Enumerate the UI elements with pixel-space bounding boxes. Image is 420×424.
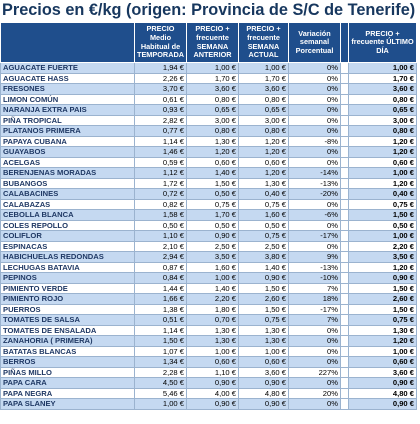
table-row [1,367,417,378]
gap-cell [341,84,349,95]
avg-price-cell: 1,10 € [135,231,187,242]
variation-cell: 0% [289,199,341,210]
avg-price-cell: 0,51 € [135,315,187,326]
last-day-price-cell: 0,90 € [349,378,417,389]
prev-week-price-cell: 0,65 € [187,105,239,116]
prev-week-price-cell: 2,20 € [187,294,239,305]
last-day-price-cell: 1,30 € [349,325,417,336]
table-row [1,315,417,326]
product-name-cell: PEPINOS [1,273,135,284]
last-day-price-cell: 2,60 € [349,294,417,305]
gap-cell [341,315,349,326]
prev-week-price-cell: 1,30 € [187,136,239,147]
variation-cell: 0% [289,399,341,410]
prev-week-price-cell: 1,20 € [187,147,239,158]
avg-price-cell: 1,34 € [135,357,187,368]
variation-cell: -13% [289,178,341,189]
last-day-price-cell: 0,80 € [349,126,417,137]
prev-week-price-cell: 4,00 € [187,388,239,399]
avg-price-cell: 0,93 € [135,105,187,116]
curr-week-price-cell: 4,80 € [239,388,289,399]
last-day-price-cell: 4,80 € [349,388,417,399]
prev-week-price-cell: 0,80 € [187,94,239,105]
curr-week-price-cell: 0,75 € [239,231,289,242]
curr-week-price-cell: 2,60 € [239,294,289,305]
table-row [1,388,417,399]
table-header-row [1,23,417,63]
table-row [1,241,417,252]
table-row [1,94,417,105]
prev-week-price-cell: 0,80 € [187,126,239,137]
prev-week-price-cell: 0,60 € [187,357,239,368]
table-row [1,189,417,200]
curr-week-price-cell: 1,60 € [239,210,289,221]
avg-price-cell: 3,70 € [135,84,187,95]
avg-price-cell: 0,72 € [135,189,187,200]
gap-cell [341,63,349,74]
variation-cell: 7% [289,283,341,294]
last-day-price-cell: 1,20 € [349,147,417,158]
curr-week-price-cell: 0,90 € [239,399,289,410]
avg-price-cell: 2,28 € [135,367,187,378]
prev-week-price-cell: 2,50 € [187,241,239,252]
variation-cell: 7% [289,315,341,326]
avg-price-cell: 0,82 € [135,199,187,210]
table-row [1,210,417,221]
prev-week-price-cell: 1,30 € [187,336,239,347]
last-day-price-cell: 1,00 € [349,63,417,74]
curr-week-price-cell: 0,50 € [239,220,289,231]
avg-price-cell: 1,46 € [135,147,187,158]
product-name-cell: BERENJENAS MORADAS [1,168,135,179]
product-name-cell: AGUACATE HASS [1,73,135,84]
variation-cell: 0% [289,147,341,158]
table-row [1,378,417,389]
gap-cell [341,294,349,305]
last-day-price-cell: 3,50 € [349,252,417,263]
avg-price-cell: 2,94 € [135,252,187,263]
gap-cell [341,378,349,389]
product-name-cell: PAPA NEGRA [1,388,135,399]
product-name-cell: TOMATES DE SALSA [1,315,135,326]
product-name-cell: BATATAS BLANCAS [1,346,135,357]
product-name-cell: COLIFLOR [1,231,135,242]
curr-week-price-cell: 3,60 € [239,84,289,95]
variation-cell: -10% [289,273,341,284]
product-name-cell: GUAYABOS [1,147,135,158]
avg-price-cell: 0,50 € [135,220,187,231]
table-row [1,168,417,179]
product-name-cell: LIMON COMÚN [1,94,135,105]
product-name-cell: BUBANGOS [1,178,135,189]
variation-cell: 0% [289,126,341,137]
curr-week-price-cell: 1,30 € [239,336,289,347]
gap-cell [341,304,349,315]
gap-cell [341,94,349,105]
gap-cell [341,325,349,336]
last-day-price-cell: 0,60 € [349,357,417,368]
gap-cell [341,189,349,200]
last-day-price-cell: 0,75 € [349,315,417,326]
curr-week-price-cell: 3,00 € [239,115,289,126]
header-last-day: PRECIO + frecuente ÚLTIMO DÍA [349,23,417,63]
variation-cell: -13% [289,262,341,273]
product-name-cell: PAPA CARA [1,378,135,389]
gap-cell [341,388,349,399]
table-row [1,73,417,84]
avg-price-cell: 0,87 € [135,262,187,273]
table-row [1,252,417,263]
last-day-price-cell: 1,20 € [349,336,417,347]
header-curr-week: PRECIO + frecuente SEMANA ACTUAL [239,23,289,63]
product-name-cell: BERROS [1,357,135,368]
header-spacer [1,23,135,63]
product-name-cell: TOMATES DE ENSALADA [1,325,135,336]
product-name-cell: PUERROS [1,304,135,315]
variation-cell: -8% [289,136,341,147]
avg-price-cell: 1,44 € [135,283,187,294]
header-gap [341,23,349,63]
gap-cell [341,252,349,263]
last-day-price-cell: 1,00 € [349,168,417,179]
prev-week-price-cell: 1,00 € [187,346,239,357]
last-day-price-cell: 0,50 € [349,220,417,231]
variation-cell: -6% [289,210,341,221]
last-day-price-cell: 3,60 € [349,367,417,378]
product-name-cell: HABICHUELAS REDONDAS [1,252,135,263]
variation-cell: 0% [289,84,341,95]
gap-cell [341,346,349,357]
gap-cell [341,262,349,273]
variation-cell: 0% [289,346,341,357]
last-day-price-cell: 1,20 € [349,262,417,273]
avg-price-cell: 0,59 € [135,157,187,168]
curr-week-price-cell: 2,50 € [239,241,289,252]
avg-price-cell: 0,61 € [135,94,187,105]
curr-week-price-cell: 0,90 € [239,378,289,389]
last-day-price-cell: 1,00 € [349,231,417,242]
table-row [1,304,417,315]
curr-week-price-cell: 0,90 € [239,273,289,284]
curr-week-price-cell: 0,80 € [239,126,289,137]
table-row [1,346,417,357]
avg-price-cell: 1,50 € [135,336,187,347]
curr-week-price-cell: 1,40 € [239,262,289,273]
gap-cell [341,178,349,189]
prev-week-price-cell: 3,60 € [187,84,239,95]
avg-price-cell: 0,84 € [135,273,187,284]
gap-cell [341,210,349,221]
product-name-cell: LECHUGAS BATAVIA [1,262,135,273]
table-body [1,63,417,410]
header-prev-week: PRECIO + frecuente SEMANA ANTERIOR [187,23,239,63]
variation-cell: 0% [289,325,341,336]
avg-price-cell: 2,82 € [135,115,187,126]
prices-table [0,22,417,410]
table-row [1,115,417,126]
curr-week-price-cell: 0,75 € [239,199,289,210]
product-name-cell: PIMIENTO VERDE [1,283,135,294]
prev-week-price-cell: 0,50 € [187,220,239,231]
product-name-cell: ZANAHORIA ( PRIMERA) [1,336,135,347]
curr-week-price-cell: 1,50 € [239,304,289,315]
curr-week-price-cell: 0,60 € [239,157,289,168]
variation-cell: 0% [289,157,341,168]
product-name-cell: FRESONES [1,84,135,95]
prev-week-price-cell: 3,50 € [187,252,239,263]
prev-week-price-cell: 1,40 € [187,168,239,179]
gap-cell [341,220,349,231]
prev-week-price-cell: 1,80 € [187,304,239,315]
curr-week-price-cell: 3,80 € [239,252,289,263]
curr-week-price-cell: 3,60 € [239,367,289,378]
last-day-price-cell: 1,20 € [349,136,417,147]
page-title: Precios en €/kg (origen: Provincia de S/C de Tenerife) [2,1,416,19]
avg-price-cell: 1,38 € [135,304,187,315]
table-row [1,157,417,168]
avg-price-cell: 1,94 € [135,63,187,74]
product-name-cell: PIÑAS MILLO [1,367,135,378]
product-name-cell: NARANJA EXTRA PAIS [1,105,135,116]
prev-week-price-cell: 0,70 € [187,315,239,326]
variation-cell: -17% [289,304,341,315]
prev-week-price-cell: 1,70 € [187,73,239,84]
last-day-price-cell: 3,00 € [349,115,417,126]
curr-week-price-cell: 1,20 € [239,168,289,179]
table-row [1,136,417,147]
curr-week-price-cell: 1,30 € [239,178,289,189]
gap-cell [341,199,349,210]
last-day-price-cell: 0,75 € [349,199,417,210]
avg-price-cell: 4,50 € [135,378,187,389]
gap-cell [341,273,349,284]
gap-cell [341,336,349,347]
table-row [1,105,417,116]
product-name-cell: PAPAYA CUBANA [1,136,135,147]
avg-price-cell: 1,12 € [135,168,187,179]
last-day-price-cell: 0,40 € [349,189,417,200]
gap-cell [341,147,349,158]
last-day-price-cell: 3,60 € [349,84,417,95]
product-name-cell: CALABAZAS [1,199,135,210]
table-row [1,273,417,284]
prev-week-price-cell: 0,90 € [187,399,239,410]
gap-cell [341,115,349,126]
gap-cell [341,136,349,147]
last-day-price-cell: 0,65 € [349,105,417,116]
table-row [1,294,417,305]
gap-cell [341,399,349,410]
last-day-price-cell: 1,50 € [349,283,417,294]
prev-week-price-cell: 1,00 € [187,273,239,284]
prev-week-price-cell: 0,75 € [187,199,239,210]
variation-cell: 0% [289,115,341,126]
curr-week-price-cell: 1,30 € [239,325,289,336]
last-day-price-cell: 0,90 € [349,399,417,410]
table-row [1,399,417,410]
table-row [1,84,417,95]
variation-cell: 0% [289,94,341,105]
last-day-price-cell: 0,80 € [349,94,417,105]
product-name-cell: ESPINACAS [1,241,135,252]
table-row [1,336,417,347]
prev-week-price-cell: 1,40 € [187,283,239,294]
table-row [1,178,417,189]
variation-cell: 0% [289,336,341,347]
product-name-cell: AGUACATE FUERTE [1,63,135,74]
variation-cell: -20% [289,189,341,200]
curr-week-price-cell: 0,65 € [239,105,289,116]
table-row [1,283,417,294]
last-day-price-cell: 0,90 € [349,273,417,284]
table-row [1,220,417,231]
curr-week-price-cell: 1,00 € [239,63,289,74]
table-row [1,231,417,242]
curr-week-price-cell: 0,60 € [239,357,289,368]
avg-price-cell: 1,07 € [135,346,187,357]
variation-cell: 0% [289,241,341,252]
variation-cell: 0% [289,73,341,84]
avg-price-cell: 1,14 € [135,136,187,147]
curr-week-price-cell: 1,70 € [239,73,289,84]
variation-cell: 9% [289,252,341,263]
table-row [1,147,417,158]
product-name-cell: PAPA SLANEY [1,399,135,410]
prev-week-price-cell: 1,60 € [187,262,239,273]
prev-week-price-cell: 0,50 € [187,189,239,200]
variation-cell: 0% [289,63,341,74]
header-avg-price: PRECIO Medio Habitual de TEMPORADA [135,23,187,63]
curr-week-price-cell: 1,20 € [239,147,289,158]
table-row [1,63,417,74]
curr-week-price-cell: 1,50 € [239,283,289,294]
avg-price-cell: 1,66 € [135,294,187,305]
curr-week-price-cell: 0,80 € [239,94,289,105]
avg-price-cell: 2,26 € [135,73,187,84]
gap-cell [341,231,349,242]
prev-week-price-cell: 0,60 € [187,157,239,168]
variation-cell: 18% [289,294,341,305]
curr-week-price-cell: 0,40 € [239,189,289,200]
gap-cell [341,157,349,168]
gap-cell [341,283,349,294]
prev-week-price-cell: 1,50 € [187,178,239,189]
last-day-price-cell: 0,60 € [349,157,417,168]
avg-price-cell: 1,72 € [135,178,187,189]
table-row [1,262,417,273]
prev-week-price-cell: 1,00 € [187,63,239,74]
table-row [1,357,417,368]
gap-cell [341,367,349,378]
last-day-price-cell: 1,50 € [349,304,417,315]
prev-week-price-cell: 0,90 € [187,231,239,242]
table-row [1,325,417,336]
variation-cell: 227% [289,367,341,378]
product-name-cell: PIMIENTO ROJO [1,294,135,305]
product-name-cell: PLATANOS PRIMERA [1,126,135,137]
last-day-price-cell: 2,20 € [349,241,417,252]
variation-cell: -14% [289,168,341,179]
last-day-price-cell: 1,20 € [349,178,417,189]
variation-cell: 0% [289,357,341,368]
table-row [1,199,417,210]
prev-week-price-cell: 0,90 € [187,378,239,389]
avg-price-cell: 1,14 € [135,325,187,336]
variation-cell: 0% [289,220,341,231]
prev-week-price-cell: 1,70 € [187,210,239,221]
variation-cell: 0% [289,378,341,389]
variation-cell: 0% [289,105,341,116]
gap-cell [341,105,349,116]
gap-cell [341,357,349,368]
last-day-price-cell: 1,50 € [349,210,417,221]
product-name-cell: CEBOLLA BLANCA [1,210,135,221]
product-name-cell: PIÑA TROPICAL [1,115,135,126]
curr-week-price-cell: 0,75 € [239,315,289,326]
curr-week-price-cell: 1,20 € [239,136,289,147]
prev-week-price-cell: 1,30 € [187,325,239,336]
product-name-cell: CALABACINES [1,189,135,200]
table-row [1,126,417,137]
prev-week-price-cell: 3,00 € [187,115,239,126]
curr-week-price-cell: 1,00 € [239,346,289,357]
product-name-cell: COLES REPOLLO [1,220,135,231]
gap-cell [341,73,349,84]
avg-price-cell: 1,58 € [135,210,187,221]
avg-price-cell: 0,77 € [135,126,187,137]
prev-week-price-cell: 1,10 € [187,367,239,378]
avg-price-cell: 5,46 € [135,388,187,399]
avg-price-cell: 1,00 € [135,399,187,410]
gap-cell [341,241,349,252]
gap-cell [341,126,349,137]
product-name-cell: ACELGAS [1,157,135,168]
header-variation: Variación semanal Porcentual [289,23,341,63]
last-day-price-cell: 1,00 € [349,346,417,357]
avg-price-cell: 2,10 € [135,241,187,252]
variation-cell: -17% [289,231,341,242]
variation-cell: 20% [289,388,341,399]
last-day-price-cell: 1,70 € [349,73,417,84]
gap-cell [341,168,349,179]
